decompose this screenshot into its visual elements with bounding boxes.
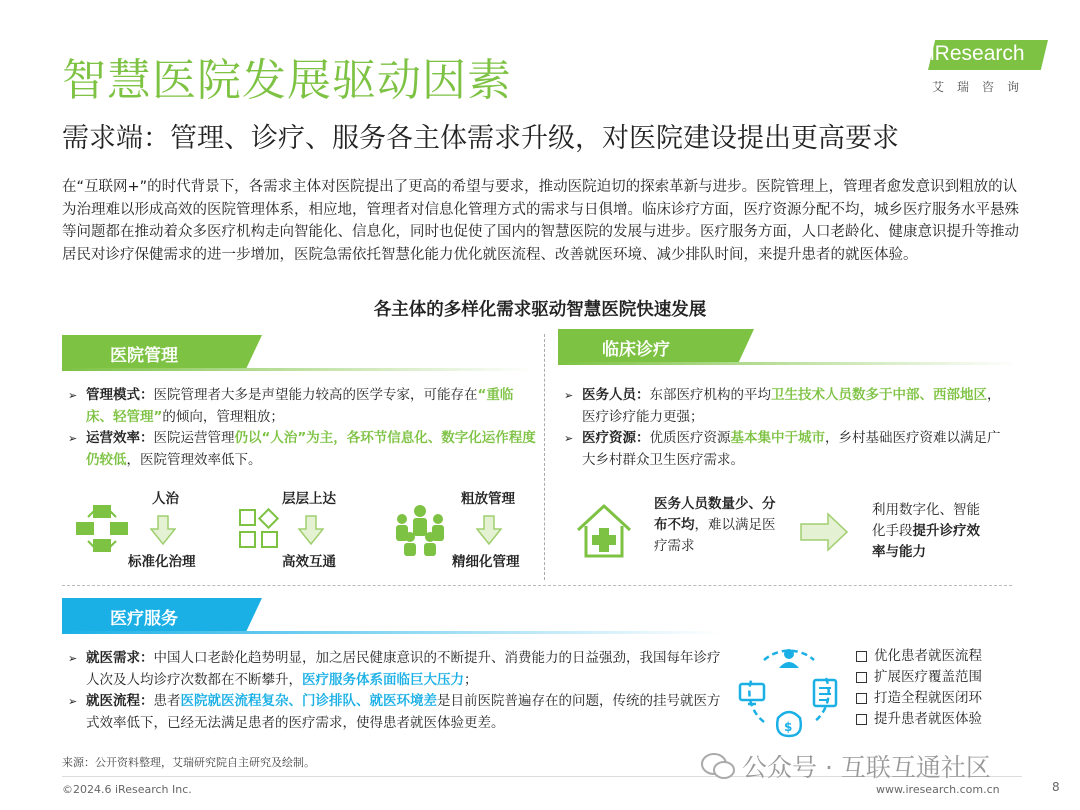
- website: www.iresearch.com.cn: [876, 783, 1000, 796]
- flow-1-bottom: 标准化治理: [128, 554, 196, 570]
- management-bullet-2: ➢ 运营效率：医院运营管理仍以“人治”为主，各环节信息化、数字化运作程度仍较低，医院管理效率低下。: [68, 430, 536, 468]
- clinical-bullets: [562, 385, 1012, 471]
- clinical-bullet-2: ➢ 医疗资源：优质医疗资源基本集中于城市，乡村基础医疗资难以满足广大乡村群众卫生医疗需求。: [564, 430, 1001, 468]
- diagram-heading: 各主体的多样化需求驱动智慧医院快速发展: [373, 300, 707, 320]
- service-cycle-icon: [734, 640, 844, 740]
- management-bullet-1: ➢ 管理模式：医院管理者大多是声望能力较高的医学专家，可能存在“重临床、轻管理”的倾向，管理粗放；: [68, 387, 514, 425]
- copyright: ©2024.6 iResearch Inc.: [62, 783, 192, 796]
- medical-home-icon: [574, 502, 634, 560]
- service-underline: [62, 631, 722, 634]
- management-underline: [62, 368, 532, 371]
- clinical-label: 临床诊疗: [602, 340, 670, 360]
- right-arrow-icon: [800, 512, 848, 552]
- source-note: 来源：公开资料整理，艾瑞研究院自主研究及绘制。: [62, 756, 315, 769]
- management-label: 医院管理: [110, 346, 178, 366]
- down-arrow-icon: [476, 515, 502, 545]
- intro-paragraph: 在“互联网+”的时代背景下，各需求主体对医院提出了更高的希望与要求，推动医院迫切的探索革新与进步。医院管理上，管理者愈发意识到粗放的认为治理难以形成高效的医院管理体系，相应地，管理者对信息化管理方式的需求与日俱增。临床诊疗方面，医疗资源分配不均，城乡医疗服务水平悬殊等问题都在推动着众多医疗机构走向智能化、信息化，同时也促使了国内的智慧医院的发展与进步。医疗服务方面，人口老龄化、健康意识提升等推动居民对诊疗保健需求的进一步增加，医院急需依托智慧化能力优化就医流程、改善就医环境、减少排队时间，来提升患者的就医体验。: [62, 179, 1019, 263]
- watermark: 公众号 · 互联互通社区: [742, 753, 991, 782]
- service-bullets: [66, 648, 726, 734]
- service-label: 医疗服务: [110, 609, 178, 629]
- logo-cn: 艾瑞咨询: [932, 80, 1033, 94]
- network-icon: [74, 503, 130, 555]
- clinical-problem: 医务人员数量少、分布不均，难以满足医疗需求: [654, 496, 776, 554]
- logo-word: iResearch: [930, 42, 1025, 65]
- iresearch-logo: [928, 36, 1048, 96]
- section-divider-horizontal: [62, 585, 1012, 586]
- clinical-bullet-1: ➢ 医务人员：东部医疗机构的平均卫生技术人员数多于中部、西部地区，医疗诊疗能力更强；: [564, 387, 1001, 425]
- page-subtitle: 需求端：管理、诊疗、服务各主体需求升级，对医院建设提出更高要求: [62, 123, 899, 154]
- page-title: 智慧医院发展驱动因素: [62, 55, 512, 106]
- flow-3-top: 粗放管理: [461, 491, 515, 507]
- page-number: 8: [1052, 780, 1060, 794]
- clinical-underline: [558, 362, 1018, 365]
- service-goal-4: 提升患者就医体验: [856, 709, 982, 730]
- people-group-icon: [388, 503, 452, 557]
- service-goal-2: 扩展医疗覆盖范围: [856, 667, 982, 688]
- service-bullet-2: ➢ 就医流程：患者医院就医流程复杂、门诊排队、就医环境差是目前医院普遍存在的问题，传统的挂号就医方式效率低下，已经无法满足患者的医疗需求，使得患者就医体验更差。: [68, 693, 721, 731]
- down-arrow-icon: [298, 515, 324, 545]
- management-bullets: [66, 385, 536, 471]
- service-goal-1: 优化患者就医流程: [856, 646, 982, 667]
- svg-text:$: $: [784, 720, 793, 734]
- clinical-solution: 利用数字化、智能化手段提升诊疗效率与能力: [872, 502, 980, 560]
- service-goals: [856, 646, 982, 730]
- flow-3-bottom: 精细化管理: [452, 554, 520, 570]
- down-arrow-icon: [150, 515, 176, 545]
- flow-2-bottom: 高效互通: [282, 554, 336, 570]
- service-goal-3: 打造全程就医闭环: [856, 688, 982, 709]
- service-bullet-1: ➢ 就医需求：中国人口老龄化趋势明显，加之居民健康意识的不断提升、消费能力的日益强劲，我国每年诊疗人次及人均诊疗次数都在不断攀升，医疗服务体系面临巨大压力；: [68, 650, 721, 688]
- section-divider-vertical: [544, 334, 545, 580]
- flow-2-top: 层层上达: [282, 491, 336, 507]
- wechat-icon: [700, 752, 736, 780]
- grid-shapes-icon: [238, 508, 282, 552]
- flow-1-top: 人治: [152, 491, 179, 507]
